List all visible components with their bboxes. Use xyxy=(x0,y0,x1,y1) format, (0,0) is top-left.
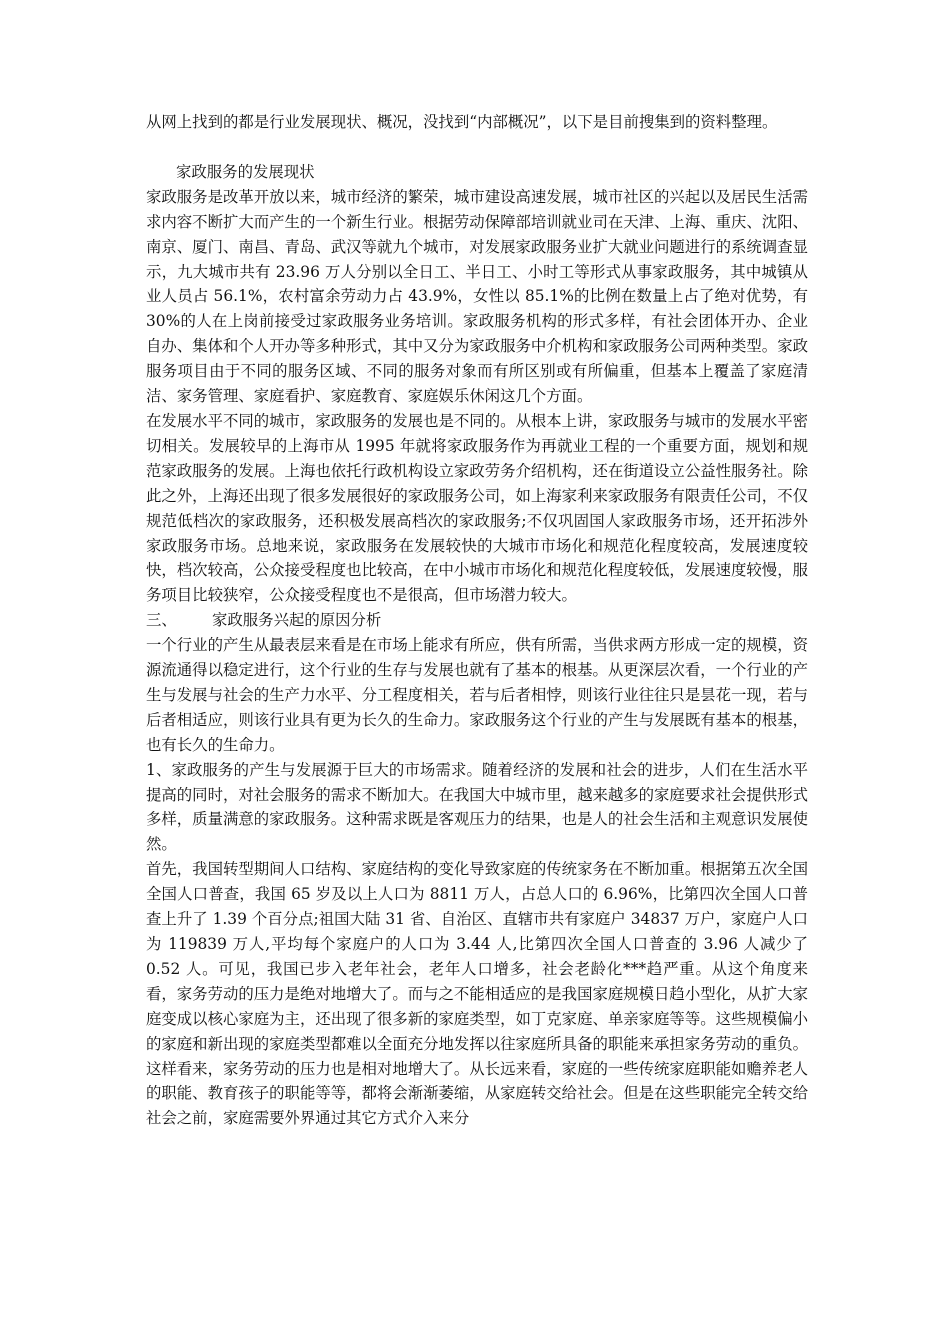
blank-line xyxy=(146,135,808,160)
document-body xyxy=(146,110,808,1131)
paragraph-market-demand: 1、家政服务的产生与发展源于巨大的市场需求。随着经济的发展和社会的进步，人们在生活水平提高的同时，对社会服务的需求不断加大。在我国大中城市里，越来越多的家庭要求社会提供形式多样，质量满意的家政服务。这种需求既是客观压力的结果，也是人的社会生活和主观意识发展使然。 xyxy=(146,760,808,854)
section-title: 家政服务兴起的原因分析 xyxy=(212,611,382,630)
intro-paragraph: 从网上找到的都是行业发展现状、概况，没找到“内部概况”，以下是目前搜集到的资料整理。 xyxy=(146,113,778,131)
paragraph-population-structure: 首先，我国转型期间人口结构、家庭结构的变化导致家庭的传统家务在不断加重。根据第五次全国全国人口普查，我国 65 岁及以上人口为 8811 万人，占总人口的 6.96%，比第四次全国人口普查上升了 1.39 个百分点;祖国大陆 31 省、自治区、直辖市共有家庭户 34837 万户，家庭户人口为 119839 万人,平均每个家庭户的人口为 3.44 人,比第四次全国人口普查的 3.96 人减少了 0.52 人。可见，我国已步入老年社会，老年人口增多，社会老龄化***趋严重。从这个角度来看，家务劳动的压力是绝对地增大了。而与之不能相适应的是我国家庭规模日趋小型化，从扩大家庭变成以核心家庭为主，还出现了很多新的家庭类型，如丁克家庭、单亲家庭等等。这些规模偏小的家庭和新出现的家庭类型都难以全面充分地发挥以往家庭所具备的职能来承担家务劳动的重负。这样看来，家务劳动的压力也是相对地增大了。从长远来看，家庭的一些传统家庭职能如赡养老人的职能、教育孩子的职能等等，都将会渐渐萎缩，从家庭转交给社会。但是在这些职能完全转交给社会之前，家庭需要外界通过其它方式介入来分 xyxy=(146,860,808,1128)
section-heading-causes xyxy=(146,608,808,633)
paragraph-industry-basis: 一个行业的产生从最表层来看是在市场上能求有所应，供有所需，当供求两方形成一定的规模，资源流通得以稳定进行，这个行业的生存与发展也就有了基本的根基。从更深层次看，一个行业的产生与发展与社会的生产力水平、分工程度相关，若与后者相悖，则该行业往往只是昙花一现，若与后者相适应，则该行业具有更为长久的生命力。家政服务这个行业的产生与发展既有基本的根基，也有长久的生命力。 xyxy=(146,636,808,754)
paragraph-city-comparison: 在发展水平不同的城市，家政服务的发展也是不同的。从根本上讲，家政服务与城市的发展水平密切相关。发展较早的上海市从 1995 年就将家政服务作为再就业工程的一个重要方面，规划和规范家政服务的发展。上海也依托行政机构设立家政劳务介绍机构，还在街道设立公益性服务社。除此之外，上海还出现了很多发展很好的家政服务公司，如上海家利来家政服务有限责任公司，不仅规范低档次的家政服务，还积极发展高档次的家政服务;不仅巩固国人家政服务市场，还开拓涉外家政服务市场。总地来说，家政服务在发展较快的大城市市场化和规范化程度较高，发展速度较快，档次较高，公众接受程度也比较高，在中小城市市场化和规范化程度较低，发展速度较慢，服务项目比较狭窄，公众接受程度也不是很高，但市场潜力较大。 xyxy=(146,411,808,605)
section-heading-status: 家政服务的发展现状 xyxy=(176,162,315,181)
section-number: 三、 xyxy=(146,611,177,630)
paragraph-status-overview: 家政服务是改革开放以来，城市经济的繁荣，城市建设高速发展，城市社区的兴起以及居民生活需求内容不断扩大而产生的一个新生行业。根据劳动保障部培训就业司在天津、上海、重庆、沈阳、南京、厦门、南昌、青岛、武汉等就九个城市，对发展家政服务业扩大就业问题进行的系统调查显示，九大城市共有 23.96 万人分别以全日工、半日工、小时工等形式从事家政服务，其中城镇从业人员占 56.1%，农村富余劳动力占 43.9%，女性以 85.1%的比例在数量上占了绝对优势，有 30%的人在上岗前接受过家政服务业务培训。家政服务机构的形式多样，有社会团体开办、企业自办、集体和个人开办等多种形式，其中又分为家政服务中介机构和家政服务公司两种类型。家政服务项目由于不同的服务区域、不同的服务对象而有所区别或有所偏重，但基本上覆盖了家庭清洁、家务管理、家庭看护、家庭教育、家庭娱乐休闲这几个方面。 xyxy=(146,187,808,406)
